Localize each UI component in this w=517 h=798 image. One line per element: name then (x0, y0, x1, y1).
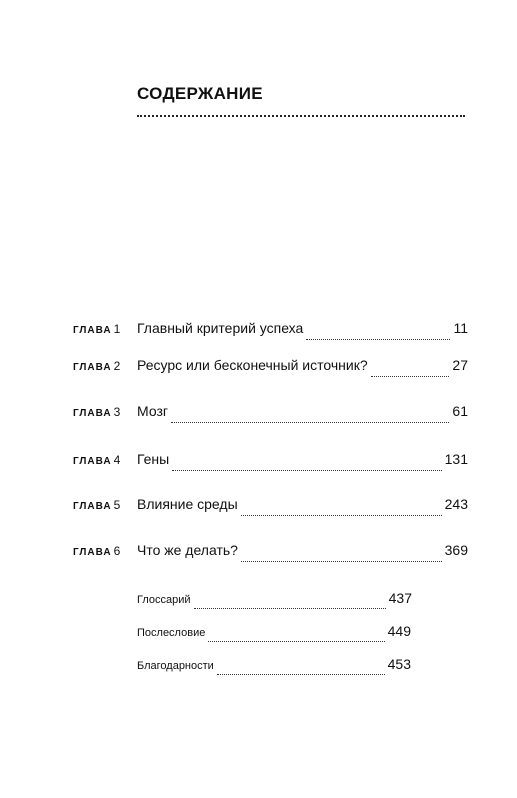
dot-leader (241, 551, 442, 562)
chapter-title: Мозг (137, 403, 168, 419)
page-number: 131 (444, 451, 468, 467)
toc-entry-chapter-1[interactable] (73, 320, 468, 342)
page-number: 449 (387, 623, 411, 639)
page-number: 453 (387, 656, 411, 672)
toc-entry-chapter-6[interactable] (73, 542, 468, 564)
toc-entry-chapter-4[interactable] (73, 451, 468, 473)
page-number: 11 (453, 320, 468, 336)
page-number: 27 (452, 357, 468, 373)
dot-leader (241, 505, 442, 516)
dot-leader (172, 460, 441, 471)
dot-leader (171, 412, 449, 423)
chapter-label: ГЛАВА 3 (73, 405, 121, 419)
dot-leader (371, 366, 450, 377)
toc-entry-afterword[interactable] (137, 623, 411, 643)
chapter-label: ГЛАВА 4 (73, 453, 121, 467)
chapter-label: ГЛАВА 5 (73, 498, 121, 512)
entry-title: Благодарности (137, 660, 214, 672)
toc-entry-chapter-2[interactable] (73, 357, 468, 379)
chapter-title: Главный критерий успеха (137, 320, 304, 336)
chapter-label: ГЛАВА 6 (73, 544, 121, 558)
dot-leader (217, 664, 385, 675)
page-number: 369 (444, 542, 468, 558)
chapter-title: Влияние среды (137, 496, 238, 512)
chapter-label: ГЛАВА 2 (73, 359, 121, 373)
chapter-title: Ресурс или бесконечный источник? (137, 357, 368, 373)
toc-entry-chapter-3[interactable] (73, 403, 468, 425)
chapter-label: ГЛАВА 1 (73, 322, 121, 336)
toc-entry-glossary[interactable] (137, 590, 412, 610)
page-number: 61 (452, 403, 468, 419)
dot-leader (306, 329, 450, 340)
toc-entry-chapter-5[interactable] (73, 496, 468, 518)
page-number: 437 (388, 590, 412, 606)
dot-leader (194, 598, 386, 609)
entry-title: Глоссарий (137, 594, 191, 606)
chapter-title: Гены (137, 451, 170, 467)
dotted-divider (137, 115, 465, 117)
chapter-title: Что же делать? (137, 542, 238, 558)
entry-title: Послесловие (137, 627, 206, 639)
page-number: 243 (444, 496, 468, 512)
page-title: СОДЕРЖАНИЕ (137, 84, 263, 103)
toc-entry-acknowledgements[interactable] (137, 656, 411, 676)
dot-leader (208, 631, 384, 642)
